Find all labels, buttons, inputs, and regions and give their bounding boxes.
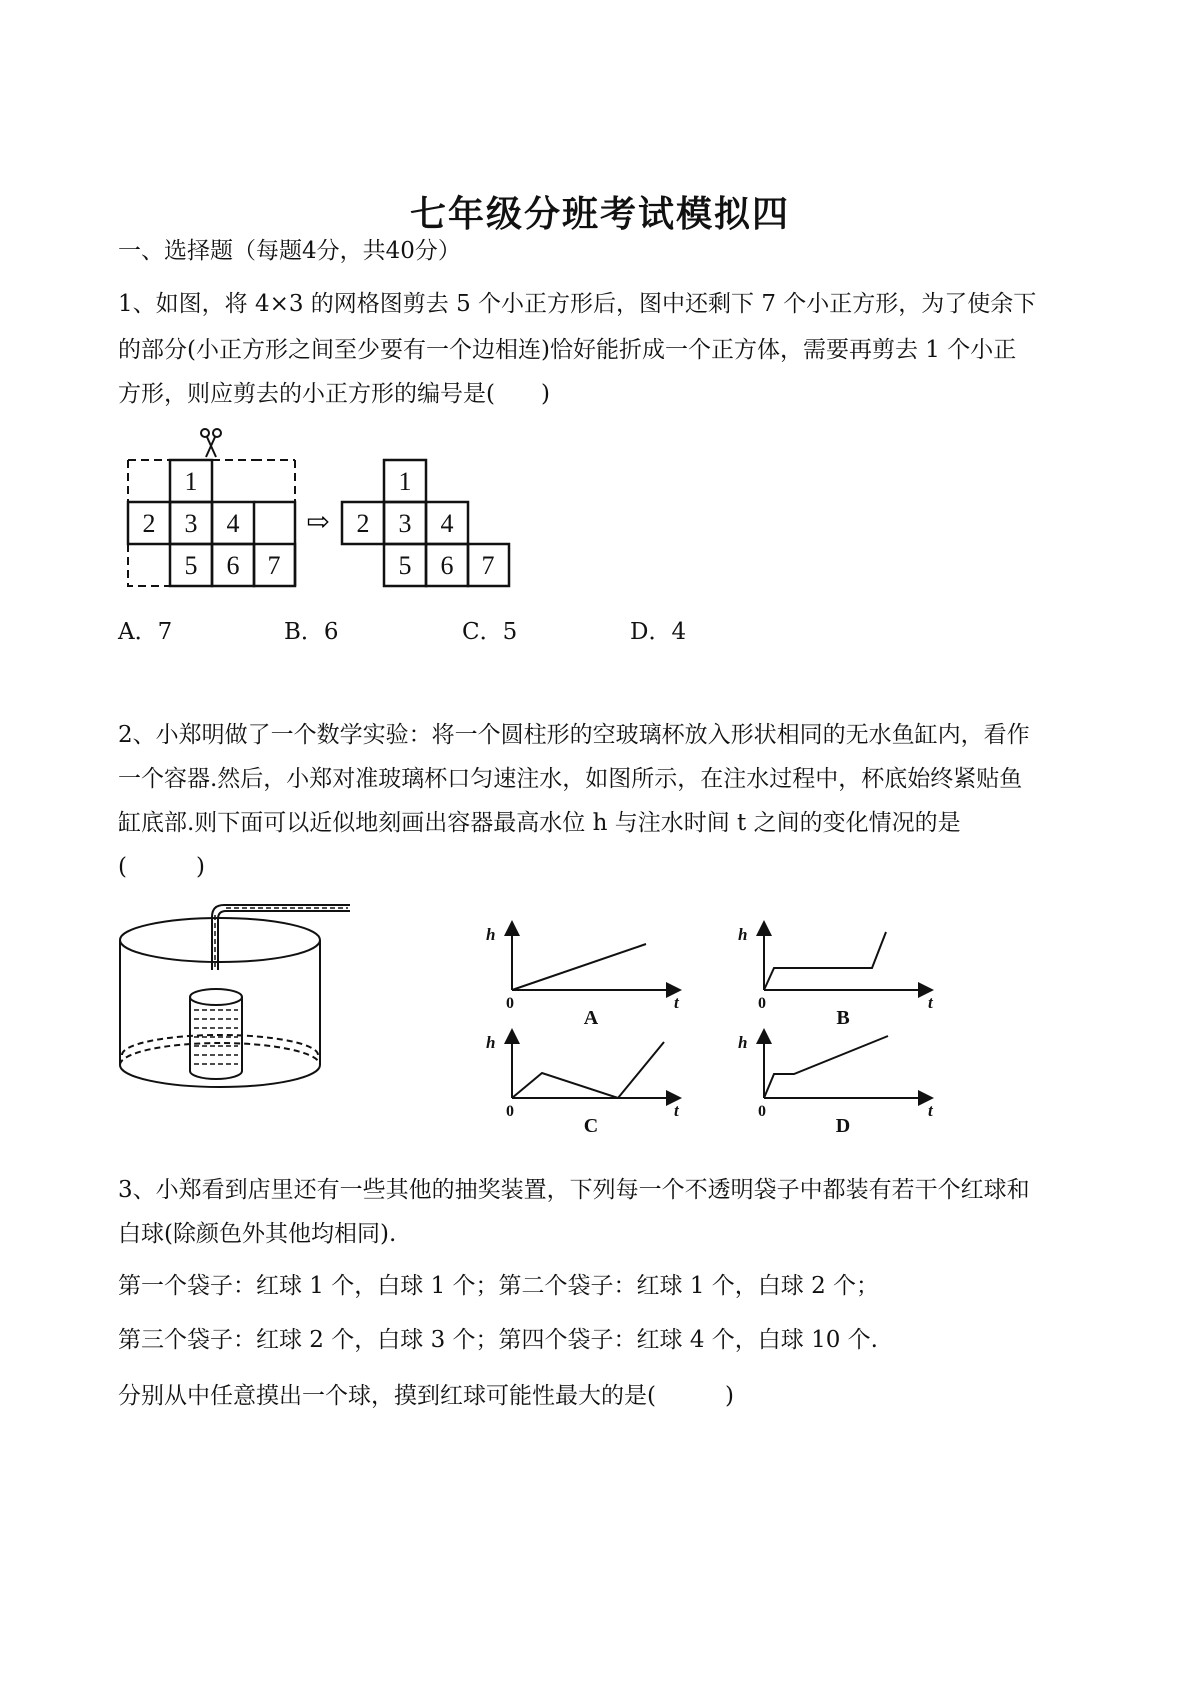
q1-option-b: B．6 [284, 619, 339, 645]
q3-text-line-3: 第一个袋子：红球 1 个，白球 1 个；第二个袋子：红球 1 个，白球 2 个； [118, 1273, 880, 1299]
result-label-1: 1 [398, 467, 412, 496]
graph-b-xlabel: t [928, 993, 933, 1012]
cell-label-5: 5 [184, 551, 198, 580]
graph-a-label: A [583, 1007, 599, 1029]
q3-text-line-1: 3、小郑看到店里还有一些其他的抽奖装置，下列每一个不透明袋子中都装有若干个红球和 [118, 1177, 1030, 1203]
dashed-cell-top-right [212, 460, 295, 502]
result-label-7: 7 [481, 551, 495, 580]
tank-top-rim [120, 918, 320, 962]
graph-d-line [764, 1036, 888, 1098]
graph-a-line [512, 944, 646, 990]
graph-d-label: D [835, 1115, 851, 1137]
fish-tank-figure [110, 895, 360, 1095]
cell-label-4: 4 [226, 509, 240, 538]
cell-label-7: 7 [267, 551, 281, 580]
q3-text-line-5: 分别从中任意摸出一个球，摸到红球可能性最大的是( ) [118, 1383, 734, 1409]
graph-d-origin: 0 [758, 1103, 766, 1120]
graph-d-xlabel: t [928, 1101, 933, 1120]
q1-text-line-2: 的部分(小正方形之间至少要有一个边相连)恰好能折成一个正方体，需要再剪去 1 个小正 [118, 337, 1017, 363]
page-title: 七年级分班考试模拟四 [409, 193, 790, 235]
graph-b-ylabel: h [738, 925, 748, 944]
q3-text-line-4: 第三个袋子：红球 2 个，白球 3 个；第四个袋子：红球 4 个，白球 10 个. [118, 1327, 878, 1353]
graph-c-ylabel: h [486, 1033, 496, 1052]
result-label-6: 6 [440, 551, 454, 580]
dashed-cell-top-left [128, 460, 170, 502]
q2-text-line-2: 一个容器.然后，小郑对准玻璃杯口匀速注水，如图所示，在注水过程中，杯底始终紧贴鱼 [118, 766, 1023, 792]
q3-text-line-2: 白球(除颜色外其他均相同). [118, 1221, 397, 1247]
result-label-3: 3 [398, 509, 412, 538]
graph-c-label: C [583, 1115, 599, 1137]
graph-a-xlabel: t [674, 993, 679, 1012]
graph-d-ylabel: h [738, 1033, 748, 1052]
graph-a-ylabel: h [486, 925, 496, 944]
glass-rim [190, 989, 242, 1005]
graph-c-xlabel: t [674, 1101, 679, 1120]
dashed-cell-bottom-left [128, 544, 170, 586]
scissors-icon [201, 429, 221, 457]
section-heading: 一、选择题（每题4分，共40分） [118, 238, 461, 264]
result-label-2: 2 [356, 509, 370, 538]
graph-b-line [764, 932, 886, 990]
result-label-5: 5 [398, 551, 412, 580]
q1-grid-figure [110, 425, 530, 595]
q2-graphs [478, 918, 958, 1148]
cell-label-2: 2 [142, 509, 156, 538]
q2-text-line-4: ( ) [118, 854, 205, 880]
graph-b-origin: 0 [758, 995, 766, 1012]
q1-text-line-3: 方形，则应剪去的小正方形的编号是( ) [118, 381, 550, 407]
q2-text-line-3: 缸底部.则下面可以近似地刻画出容器最高水位 h 与注水时间 t 之间的变化情况的是 [118, 810, 961, 836]
q1-option-d: D．4 [630, 619, 687, 645]
graph-a-origin: 0 [506, 995, 514, 1012]
result-label-4: 4 [440, 509, 454, 538]
tank-water-line [122, 1035, 318, 1055]
graph-c-origin: 0 [506, 1103, 514, 1120]
graph-b-label: B [836, 1007, 850, 1029]
cell-label-3: 3 [184, 509, 198, 538]
q2-text-line-1: 2、小郑明做了一个数学实验：将一个圆柱形的空玻璃杯放入形状相同的无水鱼缸内，看作 [118, 722, 1030, 748]
cell-label-6: 6 [226, 551, 240, 580]
cell-label-1: 1 [184, 467, 198, 496]
graph-c-line [512, 1042, 664, 1098]
q1-option-c: C．5 [462, 619, 518, 645]
right-arrow-icon: ⇨ [306, 507, 330, 538]
q1-option-a: A．7 [118, 619, 173, 645]
q1-text-line-1: 1、如图，将 4×3 的网格图剪去 5 个小正方形后，图中还剩下 7 个小正方形，为了使余下 [118, 291, 1037, 317]
tank-bottom [120, 1065, 320, 1087]
